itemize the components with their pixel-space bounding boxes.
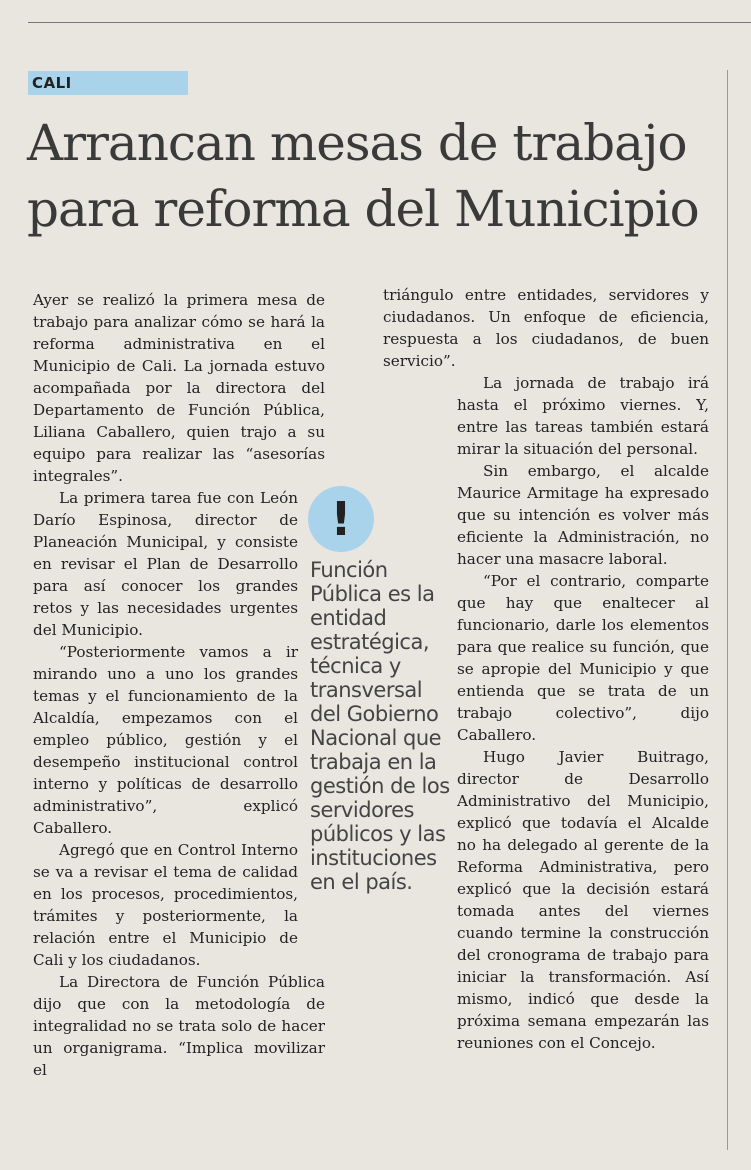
top-rule (28, 22, 751, 23)
paragraph: Sin embargo, el alcalde Maurice Armitage ha expresado que su intención es volver más eficiente la Administración, no hacer una masacre laboral. (457, 462, 709, 568)
exclamation-icon: ! (308, 486, 374, 552)
paragraph: La primera tarea fue con León Darío Espinosa, director de Planeación Municipal, y consiste en revisar el Plan de Desarrollo para así conocer los grandes retos y las necesidades urgentes del Municipio. (33, 489, 298, 639)
paragraph: La Directora de Función Pública dijo que con la metodología de integralidad no se trata solo de hacer un organigrama. “Implica movilizar el (33, 973, 325, 1079)
section-label (28, 71, 188, 95)
paragraph: La jornada de trabajo irá hasta el próximo viernes. Y, entre las tareas también estará mirar la situación del personal. (457, 374, 709, 458)
headline: Arrancan mesas de trabajo para reforma del Municipio (27, 114, 699, 238)
paragraph: “Por el contrario, comparte que hay que enaltecer al funcionario, darle los elementos para que realice su función, que se apropie del Municipio y que entienda que se trata de un trabajo colectivo”, dijo Caballero. (457, 572, 709, 744)
section-label-text: CALI (32, 74, 72, 92)
paragraph: Ayer se realizó la primera mesa de trabajo para analizar cómo se hará la reforma administrativa en el Municipio de Cali. La jornada estuvo acompañada por la directora del Departamento de Función Pública, Liliana Caballero, quien trajo a su equipo para realizar las “asesorías integrales”. (33, 291, 325, 485)
paragraph: “Posteriormente vamos a ir mirando uno a uno los grandes temas y el funcionamiento de la Alcaldía, empezamos con el empleo público, gestión y el desempeño institucional control interno y políticas de desarrollo administrativo”, explicó Caballero. (33, 643, 298, 837)
article-column-2 (383, 284, 709, 1054)
pullquote: Función Pública es la entidad estratégica, técnica y transversal del Gobierno Nacional que trabaja en la gestión de los servidores públicos y las instituciones en el país. (310, 558, 450, 894)
article-column-1 (33, 289, 325, 1081)
paragraph: Hugo Javier Buitrago, director de Desarrollo Administrativo del Municipio, explicó que todavía el Alcalde no ha delegado al gerente de la Reforma Administrativa, pero explicó que la decisión estará tomada antes del viernes cuando termine la construcción del cronograma de trabajo para iniciar la transformación. Así mismo, indicó que desde la próxima semana empezarán las reuniones con el Concejo. (457, 748, 709, 1052)
paragraph: triángulo entre entidades, servidores y ciudadanos. Un enfoque de eficiencia, respuesta a los ciudadanos, de buen servicio”. (383, 286, 709, 370)
paragraph: Agregó que en Control Interno se va a revisar el tema de calidad en los procesos, procedimientos, trámites y posteriormente, la relación entre el Municipio de Cali y los ciudadanos. (33, 841, 298, 969)
